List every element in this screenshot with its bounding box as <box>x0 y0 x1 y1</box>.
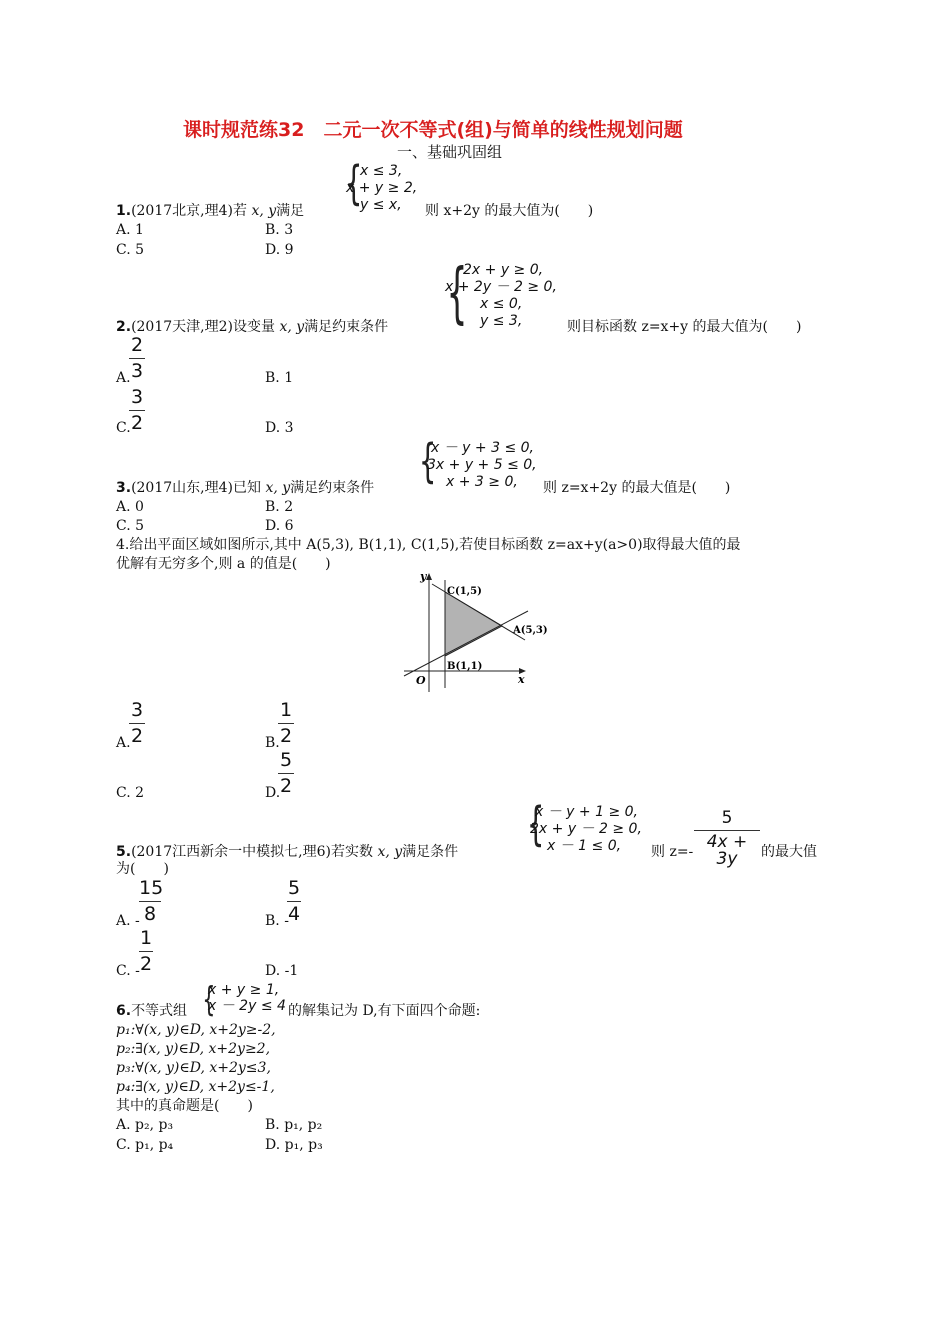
constraint: x + 2y － 2 ≥ 0, <box>445 279 557 295</box>
constraint: x + y ≥ 1, <box>208 982 280 998</box>
option-b[interactable]: B. - <box>265 913 289 929</box>
feasible-region-figure <box>402 570 562 695</box>
constraint: y ≤ 3, <box>480 313 523 329</box>
question-mid: 满足条件 <box>402 844 459 860</box>
option-a[interactable]: A. <box>116 370 131 386</box>
fraction <box>139 929 153 974</box>
question-number: 6. <box>116 1003 132 1019</box>
option-a[interactable]: A. - <box>116 913 140 929</box>
question-stem-line1: 4.给出平面区域如图所示,其中 A(5,3), B(1,1), C(1,5),若使目标函数 z=ax+y(a>0)取得最大值的最 <box>116 537 741 553</box>
fraction <box>129 701 145 746</box>
constraint: x + 3 ≥ 0, <box>446 474 518 490</box>
question-stem-line2: 优解有无穷多个,则 a 的值是( ) <box>116 556 331 572</box>
option-d[interactable]: D. p₁, p₃ <box>265 1137 323 1153</box>
option-b[interactable]: B. 2 <box>265 499 294 515</box>
question-stem <box>116 1004 187 1018</box>
question-vars: x, y <box>279 319 305 335</box>
question-stem <box>116 204 304 218</box>
constraint: 2x + y － 2 ≥ 0, <box>530 821 642 837</box>
question-number: 1. <box>116 203 132 219</box>
numerator: 2 <box>130 334 144 356</box>
proposition: p₂:∃(x, y)∈D, x+2y≥2, <box>116 1041 271 1057</box>
objective-fraction <box>694 810 760 868</box>
question-number: 3. <box>116 480 132 496</box>
option-c[interactable]: C. <box>116 420 131 436</box>
numerator: 5 <box>287 877 301 899</box>
fraction <box>139 877 164 925</box>
denominator: 4x + 3y <box>706 832 748 869</box>
option-d[interactable]: D. 3 <box>265 420 294 436</box>
denominator: 2 <box>139 953 153 975</box>
numerator: 5 <box>721 808 733 828</box>
question-stem-line2: 为( ) <box>116 861 169 877</box>
option-c[interactable]: C. - <box>116 963 140 979</box>
question-source: (2017北京,理4)若 <box>131 203 247 219</box>
numerator: 5 <box>279 749 293 771</box>
constraint: y ≤ x, <box>360 197 402 213</box>
question-mid: 满足约束条件 <box>304 319 389 335</box>
option-c[interactable]: C. p₁, p₄ <box>116 1137 174 1153</box>
fraction <box>129 336 145 381</box>
question-source: (2017江西新余一中模拟七,理6)若实数 <box>131 844 373 860</box>
option-d[interactable]: D. <box>265 785 281 801</box>
denominator: 2 <box>130 725 144 747</box>
x-axis-label: x <box>518 673 525 686</box>
denominator: 2 <box>279 725 293 747</box>
denominator: 2 <box>279 775 293 797</box>
option-d[interactable]: D. -1 <box>265 963 299 979</box>
option-a[interactable]: A. 0 <box>116 499 144 515</box>
constraint: x － y + 1 ≥ 0, <box>535 804 638 820</box>
fraction <box>129 388 145 433</box>
constraint: x ≤ 3, <box>360 163 403 179</box>
option-c[interactable]: C. 5 <box>116 518 145 534</box>
option-b[interactable]: B. <box>265 735 280 751</box>
system-brace: { <box>202 980 216 1020</box>
question-stem <box>116 320 388 334</box>
point-c-label: C(1,5) <box>447 586 482 597</box>
question-tail-pre: 则 z=- <box>651 844 694 860</box>
fraction <box>278 751 294 796</box>
question-mid: 满足 <box>276 203 305 219</box>
option-b[interactable]: B. 3 <box>265 222 294 238</box>
page-title: 课时规范练32 二元一次不等式(组)与简单的线性规划问题 <box>183 119 683 141</box>
option-a[interactable]: A. <box>116 735 131 751</box>
y-axis-arrow <box>426 573 432 580</box>
question-pre: 不等式组 <box>131 1003 188 1019</box>
option-c[interactable]: C. 5 <box>116 242 145 258</box>
option-d[interactable]: D. 6 <box>265 518 294 534</box>
numerator: 3 <box>130 386 144 408</box>
point-a-label: A(5,3) <box>513 625 548 636</box>
feasible-region <box>445 592 502 656</box>
denominator: 4 <box>287 903 301 925</box>
numerator: 3 <box>130 699 144 721</box>
constraint: x ≤ 0, <box>480 296 523 312</box>
question-source: (2017天津,理2)设变量 <box>131 319 275 335</box>
system-brace: { <box>344 156 363 210</box>
point-b-label: B(1,1) <box>447 661 483 672</box>
system-brace: { <box>526 797 545 851</box>
fraction <box>278 701 294 746</box>
constraint: x － y + 3 ≤ 0, <box>431 440 534 456</box>
numerator: 15 <box>139 877 164 899</box>
option-d[interactable]: D. 9 <box>265 242 294 258</box>
numerator: 1 <box>279 699 293 721</box>
section-heading: 一、基础巩固组 <box>397 143 503 161</box>
question-vars: x, y <box>377 844 403 860</box>
denominator: 3 <box>130 360 144 382</box>
proposition: p₁:∀(x, y)∈D, x+2y≥-2, <box>116 1022 276 1038</box>
constraint: x － 1 ≤ 0, <box>547 838 622 854</box>
option-b[interactable]: B. p₁, p₂ <box>265 1117 323 1133</box>
proposition: p₃:∀(x, y)∈D, x+2y≤3, <box>116 1060 271 1076</box>
option-b[interactable]: B. 1 <box>265 370 294 386</box>
option-a[interactable]: A. 1 <box>116 222 144 238</box>
question-number: 2. <box>116 319 132 335</box>
question-tail: 则目标函数 z=x+y 的最大值为( ) <box>567 319 802 335</box>
numerator: 1 <box>139 927 153 949</box>
question-vars: x, y <box>265 480 291 496</box>
system-brace: { <box>418 434 437 488</box>
constraint: 2x + y ≥ 0, <box>463 262 544 278</box>
constraint: x + y ≥ 2, <box>346 180 418 196</box>
question-mid: 满足约束条件 <box>290 480 375 496</box>
question-stem <box>116 481 374 495</box>
question-source: (2017山东,理4)已知 <box>131 480 261 496</box>
question-tail: 则 z=x+2y 的最大值是( ) <box>543 480 731 496</box>
option-a[interactable]: A. p₂, p₃ <box>116 1117 174 1133</box>
origin-label: O <box>416 674 426 687</box>
constraint: x － 2y ≤ 4 <box>208 998 286 1014</box>
system-brace: { <box>446 254 468 331</box>
question-vars: x, y <box>251 203 277 219</box>
question-tail-post: 的最大值 <box>761 844 817 860</box>
y-axis-label: y <box>420 570 427 583</box>
question-post: 的解集记为 D,有下面四个命题: <box>288 1003 481 1019</box>
fraction <box>287 879 301 924</box>
question-ask: 其中的真命题是( ) <box>116 1098 253 1114</box>
option-c[interactable]: C. 2 <box>116 785 145 801</box>
question-tail: 则 x+2y 的最大值为( ) <box>425 203 594 219</box>
denominator: 2 <box>130 412 144 434</box>
constraint: 3x + y + 5 ≤ 0, <box>427 457 537 473</box>
proposition: p₄:∃(x, y)∈D, x+2y≤-1, <box>116 1079 275 1095</box>
denominator: 8 <box>143 903 157 925</box>
question-stem <box>116 845 458 859</box>
question-number: 5. <box>116 844 132 860</box>
